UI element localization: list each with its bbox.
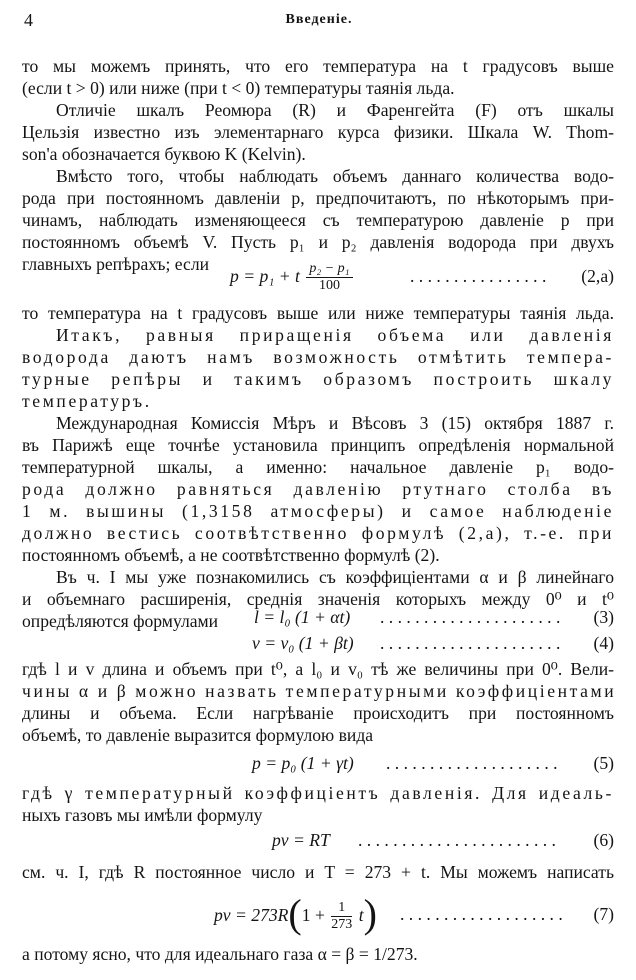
text-line: а потому ясно, что для идеальнаго газа α = β = 1/273. xyxy=(22,944,418,964)
formula-6-number: (6) xyxy=(593,830,614,850)
text-line: то мы можемъ принять, что его температура на t градусовъ выше xyxy=(22,56,614,76)
text-line: турные репѣры и такимъ образомъ построить шкалу xyxy=(22,369,614,389)
formula-7-denominator: 273 xyxy=(331,917,353,933)
formula-7-number: (7) xyxy=(593,904,614,924)
text-line: температуръ. xyxy=(22,391,152,411)
text-line: температурной шкалы, а именно: начальное давленіе p₁ водо- xyxy=(22,457,614,477)
text-line: Итакъ, равныя приращенія объема или давленія xyxy=(56,325,614,345)
formula-4-expression: v = v₀ (1 + βt) xyxy=(252,633,354,653)
text-line: Цельзія известно изъ элементарнаго курса физики. Шкала W. Thom- xyxy=(22,122,614,142)
text-line: чинамъ, наблюдать изменяющееся съ температурою давленіе p при xyxy=(22,210,614,230)
text-line: постоянномъ объемѣ, а не соотвѣтственно формулѣ (2). xyxy=(22,545,440,565)
formula-7 xyxy=(214,891,377,936)
text-line: и объемнаго расширенія, среднія значенія которыхъ между 0⁰ и t⁰ xyxy=(22,589,614,609)
formula-3-expression: l = l₀ (1 + αt) xyxy=(254,607,351,627)
formula-4 xyxy=(252,626,354,660)
formula-3-number: (3) xyxy=(593,607,614,627)
running-title: Введеніе. xyxy=(285,12,353,27)
text-line: объемѣ, то давленіе выразится формулою вида xyxy=(22,725,374,745)
dot-leader: . . . . . . . . . . . . . . . . . . . . . xyxy=(380,633,561,653)
text-line: Вмѣсто того, чтобы наблюдать объемъ даннаго количества водо- xyxy=(56,166,614,186)
formula-5-number: (5) xyxy=(593,753,614,773)
text-line: Международная Комиссія Мѣръ и Вѣсовъ 3 (15) октября 1887 г. xyxy=(56,413,614,433)
text-line: гдѣ γ температурный коэффиціентъ давленія. Для идеаль- xyxy=(22,783,614,803)
formula-7-variable: t xyxy=(358,905,364,925)
text-line: въ Парижѣ еще точнѣе установила принципъ опредѣленія нормальной xyxy=(22,435,614,455)
formula-7-lhs: pv = 273R xyxy=(214,905,289,925)
text-line: см. ч. I, гдѣ R постоянное число и T = 273 + t. Мы можемъ написать xyxy=(22,862,614,882)
text-line: рода должно равняться давленію ртутнаго столба въ xyxy=(22,479,614,499)
text-line: постоянномъ объемѣ V. Пусть p₁ и p₂ давленія водорода при двухъ xyxy=(22,232,614,252)
text-line: должно вестись соотвѣтственно формулѣ (2,a), т.-е. при xyxy=(22,523,614,543)
text-line: длины и объема. Если нагрѣваніе происходитъ при постоянномъ xyxy=(22,703,614,723)
text-line: 1 м. вышины (1,3158 атмосферы) и самое наблюденіе xyxy=(22,501,614,521)
dot-leader: . . . . . . . . . . . . . . . . xyxy=(410,266,547,286)
text-line: то температура на t градусовъ выше или ниже температуры таянія льда. xyxy=(22,303,614,323)
formula-2a xyxy=(230,259,355,293)
formula-7-numerator: 1 xyxy=(331,900,352,917)
page-number: 4 xyxy=(24,10,33,30)
formula-4-number: (4) xyxy=(593,633,614,653)
text-line: рода при постоянномъ давленіи p, предпочитаютъ, по нѣкоторымъ при- xyxy=(22,188,614,208)
formula-7-one-plus: 1 + xyxy=(301,905,325,925)
dot-leader: . . . . . . . . . . . . . . . . . . . . . . . xyxy=(358,830,556,850)
formula-6-expression: pv = RT xyxy=(272,830,330,850)
text-line: главныхъ репѣрахъ; если xyxy=(22,254,210,274)
text-line: Отличіе шкалъ Реомюра (R) и Фаренгейта (F) отъ шкалы xyxy=(56,100,614,120)
dot-leader: . . . . . . . . . . . . . . . . . . . . . xyxy=(380,607,561,627)
text-line: опредѣляются формулами xyxy=(22,611,219,631)
text-line: ныхъ газовъ мы имѣли формулу xyxy=(22,805,263,825)
dot-leader: . . . . . . . . . . . . . . . . . . . xyxy=(400,904,563,924)
text-line: водорода даютъ намъ возможность отмѣтить темпера- xyxy=(22,347,614,367)
text-line: Въ ч. I мы уже познакомились съ коэффиціентами α и β линейнаго xyxy=(56,567,614,587)
formula-7-close-paren: ) xyxy=(363,891,377,936)
formula-5 xyxy=(252,746,354,780)
text-line: чины α и β можно назвать температурными коэффиціентами xyxy=(22,681,617,701)
text-line: son'а обозначается буквою K (Kelvin). xyxy=(22,144,306,164)
text-line: (если t > 0) или ниже (при t < 0) температуры таянія льда. xyxy=(22,78,455,98)
formula-2a-number: (2,a) xyxy=(581,266,614,286)
formula-6 xyxy=(272,823,330,857)
dot-leader: . . . . . . . . . . . . . . . . . . . . xyxy=(386,753,558,773)
formula-5-expression: p = p₀ (1 + γt) xyxy=(252,753,354,773)
formula-7-fraction xyxy=(331,900,352,933)
formula-2a-lhs: p = p₁ + t xyxy=(230,266,300,286)
formula-2a-denominator: 100 xyxy=(318,278,340,294)
text-line: гдѣ l и v длина и объемъ при t⁰, а l₀ и v₀ тѣ же величины при 0⁰. Вели- xyxy=(22,659,614,679)
formula-7-open-paren: ( xyxy=(288,891,302,936)
formula-2a-fraction xyxy=(306,261,352,294)
formula-2a-numerator: p₂ − p₁ xyxy=(306,261,352,278)
page-header xyxy=(24,10,614,32)
